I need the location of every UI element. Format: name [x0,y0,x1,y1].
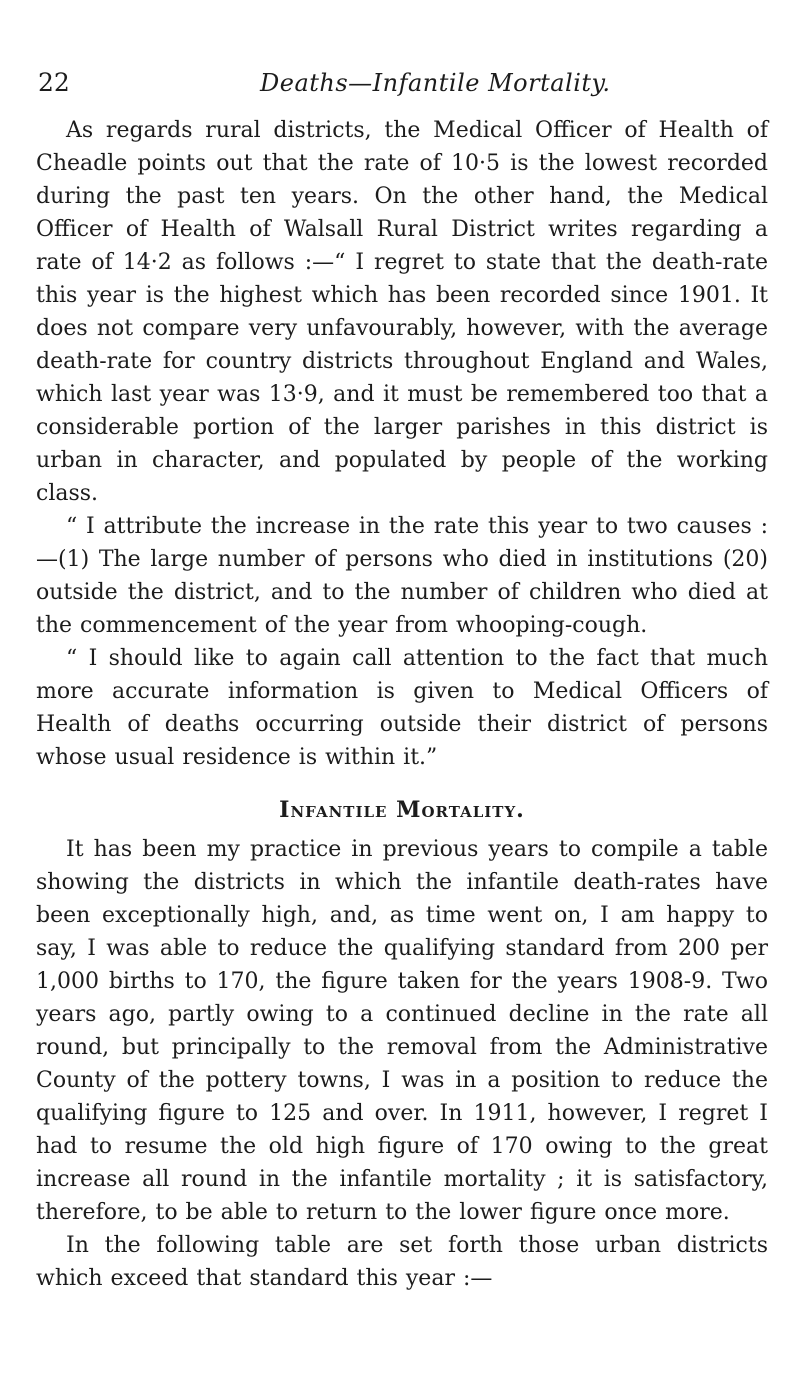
running-head: Deaths—Infantile Mortality. [260,69,611,97]
paragraph-causes: “ I attribute the increase in the rate this year to two causes :—(1) The large number of persons who died in institutions (20) outside the district, and to the number of children who died at the commencement of the year from whooping-cough. [36,514,768,638]
paragraph-practice: It has been my practice in previous years to compile a table showing the districts in which the infantile death-rates have been exceptionally high, and, as time went on, I am happy to say, I was able to reduce the qualifying standard from 200 per 1,000 births to 170, the figure taken for the years 1908-9. Two years ago, partly owing to a continued decline in the rate all round, but principally to the removal from the Administrative County of the pottery towns, I was in a position to reduce the qualifying figure to 125 and over. In 1911, however, I regret I had to resume the old high figure of 170 owing to the great increase all round in the infantile mortality ; it is satisfactory, therefore, to be able to return to the lower figure once more. [36,837,768,1225]
section-heading: Infantile Mortality. [279,797,525,823]
paragraph-accurate-information: “ I should like to again call attention to the fact that much more accurate information is given to Medical Officers of Health of deaths occurring outside their district of persons whose usual residence is within it.” [36,646,768,770]
paragraph-rural-districts: As regards rural districts, the Medical Officer of Health of Cheadle points out that the rate of 10·5 is the lowest recorded during the past ten years. On the other hand, the Medical Officer of Health of Walsall Rural District writes regarding a rate of 14·2 as follows :—“ I regret to state that the death-rate this year is the highest which has been recorded since 1901. It does not compare very unfavourably, however, with the average death-rate for country districts throughout England and Wales, which last year was 13·9, and it must be remembered too that a considerable portion of the larger parishes in this district is urban in character, and populated by people of the working class. [36,118,768,506]
page-header [38,66,768,106]
page-number: 22 [38,68,70,97]
body-text [36,114,768,1295]
paragraph-following-table: In the following table are set forth those urban districts which exceed that standard this year :— [36,1233,768,1291]
